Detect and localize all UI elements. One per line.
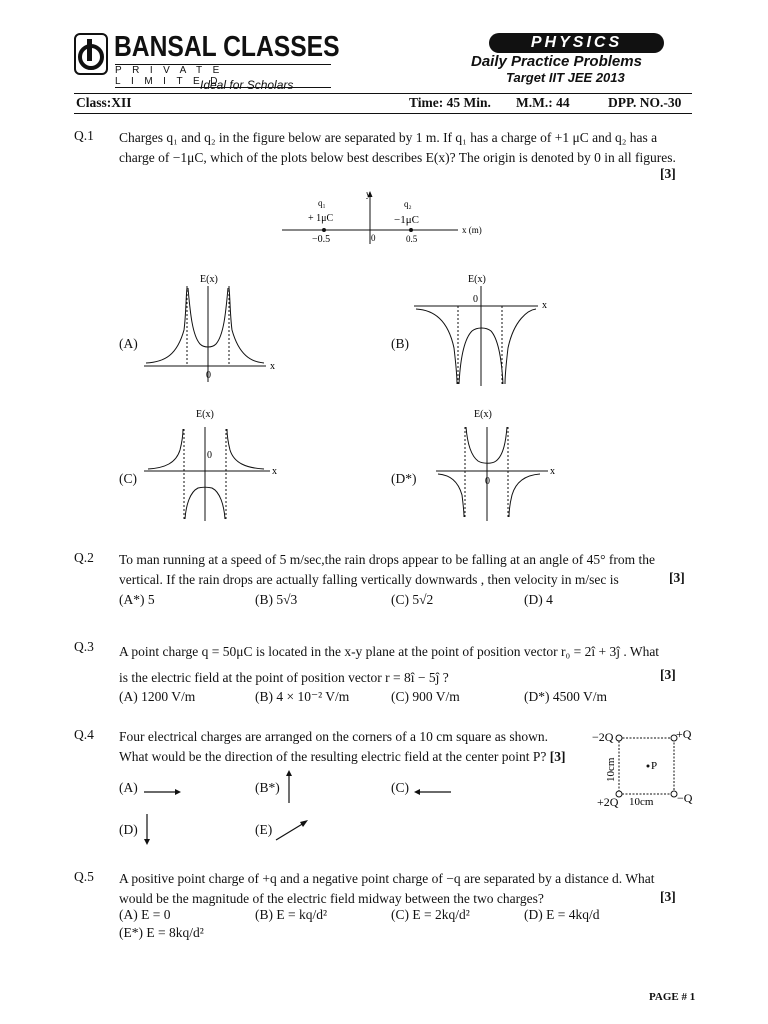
zero-label: 0 bbox=[207, 450, 212, 461]
question-line: A positive point charge of +q and a negative point charge of −q are separated by a distance d. What bbox=[119, 871, 655, 886]
e-axis-label: E(x) bbox=[474, 409, 492, 420]
plot-a bbox=[140, 270, 280, 388]
option: (C) 900 V/m bbox=[391, 689, 460, 704]
tick-neg: −0.5 bbox=[312, 234, 331, 245]
option-label: (D) bbox=[119, 822, 138, 837]
option-label: (C) bbox=[119, 471, 137, 486]
question-line: would be the magnitude of the electric field midway between the two charges? bbox=[119, 891, 544, 906]
option-label: (D*) bbox=[391, 471, 417, 486]
option-label: (C) bbox=[391, 780, 409, 795]
question-line: Charges q₁ and q₂ in the figure below are separated by 1 m. If q₁ has a charge of +1 μC and q₂ has a bbox=[119, 130, 658, 145]
target-title: Target IIT JEE 2013 bbox=[506, 70, 625, 85]
q2-label: q₂ bbox=[404, 199, 412, 209]
question-number: Q.1 bbox=[74, 128, 94, 143]
point-p-label: P bbox=[651, 760, 658, 772]
marks-label: [3] bbox=[660, 667, 676, 682]
bottom-length-label: 10cm bbox=[629, 796, 654, 808]
x-axis-label: x bbox=[542, 300, 547, 311]
charge-top-left: −2Q bbox=[592, 730, 614, 744]
q2-charge: −1μC bbox=[394, 214, 419, 226]
plot-c bbox=[140, 405, 290, 523]
x-axis-label: x bbox=[550, 466, 555, 477]
option: (B) 4 × 10⁻² V/m bbox=[255, 689, 350, 704]
e-axis-label: E(x) bbox=[196, 409, 214, 420]
option-label: (B*) bbox=[255, 780, 280, 795]
time-label: Time: 45 Min. bbox=[409, 95, 491, 110]
arrow-down-icon bbox=[141, 813, 153, 847]
question-text bbox=[119, 727, 589, 767]
header-rule-bottom bbox=[74, 113, 692, 114]
e-axis-label: E(x) bbox=[200, 274, 218, 285]
arrow-right-icon bbox=[143, 786, 183, 798]
brand-subtitle: PRIVATE LIMITED bbox=[115, 64, 331, 88]
page-number: PAGE # 1 bbox=[649, 991, 696, 1003]
question-line: vertical. If the rain drops are actually falling vertically downwards , then velocity in m/sec is bbox=[119, 572, 619, 587]
x-axis-label: x bbox=[270, 361, 275, 372]
square-charges-figure bbox=[592, 726, 702, 808]
option: (E*) E = 8kq/d² bbox=[119, 925, 204, 940]
arrow-left-icon bbox=[412, 786, 452, 798]
option: (C) E = 2kq/d² bbox=[391, 907, 470, 922]
question-text bbox=[119, 128, 684, 168]
brand-tagline: Ideal for Scholars bbox=[200, 78, 294, 92]
charge-axis-figure bbox=[280, 186, 500, 248]
marks-label: [3] bbox=[660, 166, 676, 181]
question-number: Q.4 bbox=[74, 727, 94, 742]
option: (C) 5√2 bbox=[391, 592, 434, 607]
arrow-diagonal-icon bbox=[274, 818, 310, 842]
option-label: (A) bbox=[119, 780, 138, 795]
option: (A) E = 0 bbox=[119, 907, 171, 922]
header-rule-top bbox=[74, 93, 692, 94]
option: (D) 4 bbox=[524, 592, 553, 607]
question-number: Q.3 bbox=[74, 639, 94, 654]
option: (A) 1200 V/m bbox=[119, 689, 196, 704]
arrow-up-icon bbox=[283, 769, 295, 805]
marks-label: [3] bbox=[660, 889, 676, 904]
plot-d bbox=[430, 405, 570, 523]
charge-bottom-left: +2Q bbox=[597, 795, 619, 808]
logo-icon bbox=[74, 33, 108, 75]
option-label: (E) bbox=[255, 822, 273, 837]
question-line: Four electrical charges are arranged on the corners of a 10 cm square as shown. bbox=[119, 729, 548, 744]
question-text bbox=[119, 639, 684, 691]
option-label: (A) bbox=[119, 336, 138, 351]
zero-label: 0 bbox=[206, 370, 211, 381]
option: (D) E = 4kq/d bbox=[524, 907, 600, 922]
question-number: Q.2 bbox=[74, 550, 94, 565]
charge-top-right: +Q bbox=[676, 727, 692, 741]
zero-label: 0 bbox=[473, 294, 478, 305]
q1-charge: + 1μC bbox=[308, 213, 334, 224]
question-line: To man running at a speed of 5 m/sec,the rain drops appear to be falling at an angle of 45° from the bbox=[119, 552, 656, 567]
series-title: Daily Practice Problems bbox=[471, 53, 642, 70]
question-text bbox=[119, 550, 684, 590]
option: (B) 5√3 bbox=[255, 592, 298, 607]
question-text bbox=[119, 869, 684, 909]
marks-label: [3] bbox=[549, 749, 566, 764]
question-line-text: What would be the direction of the resulting electric field at the center point P? bbox=[119, 749, 547, 764]
option-label: (B) bbox=[391, 336, 409, 351]
option: (D*) 4500 V/m bbox=[524, 689, 607, 704]
question-line: charge of −1μC, which of the plots below best describes E(x)? The origin is denoted by 0 in all figures. bbox=[119, 150, 676, 165]
x-axis-label: x (m) bbox=[462, 225, 482, 235]
plot-b bbox=[410, 270, 560, 388]
question-number: Q.5 bbox=[74, 869, 94, 884]
dpp-number: DPP. NO.-30 bbox=[608, 95, 682, 110]
question-line: A point charge q = 50μC is located in the x-y plane at the point of position vector r₀ = 2î + 3ĵ . What bbox=[119, 644, 660, 659]
subject-title: PHYSICS bbox=[530, 34, 623, 51]
option: (A*) 5 bbox=[119, 592, 155, 607]
y-axis-label: y bbox=[366, 189, 371, 199]
question-line bbox=[119, 747, 589, 767]
tick-pos: 0.5 bbox=[406, 234, 418, 244]
charge-bottom-right: −Q bbox=[677, 791, 693, 805]
question-line: is the electric field at the point of position vector r = 8î − 5ĵ ? bbox=[119, 670, 449, 685]
e-axis-label: E(x) bbox=[468, 274, 486, 285]
tick-zero: 0 bbox=[371, 233, 376, 243]
brand-logo bbox=[74, 33, 108, 75]
brand-name: BANSAL CLASSES bbox=[114, 31, 340, 63]
max-marks-label: M.M.: 44 bbox=[516, 95, 570, 110]
side-length-label: 10cm bbox=[605, 757, 617, 782]
class-label: Class:XII bbox=[76, 95, 132, 110]
zero-label: 0 bbox=[485, 476, 490, 487]
x-axis-label: x bbox=[272, 466, 277, 477]
option: (B) E = kq/d² bbox=[255, 907, 328, 922]
q1-label: q₁ bbox=[318, 198, 326, 208]
marks-label: [3] bbox=[669, 570, 685, 585]
